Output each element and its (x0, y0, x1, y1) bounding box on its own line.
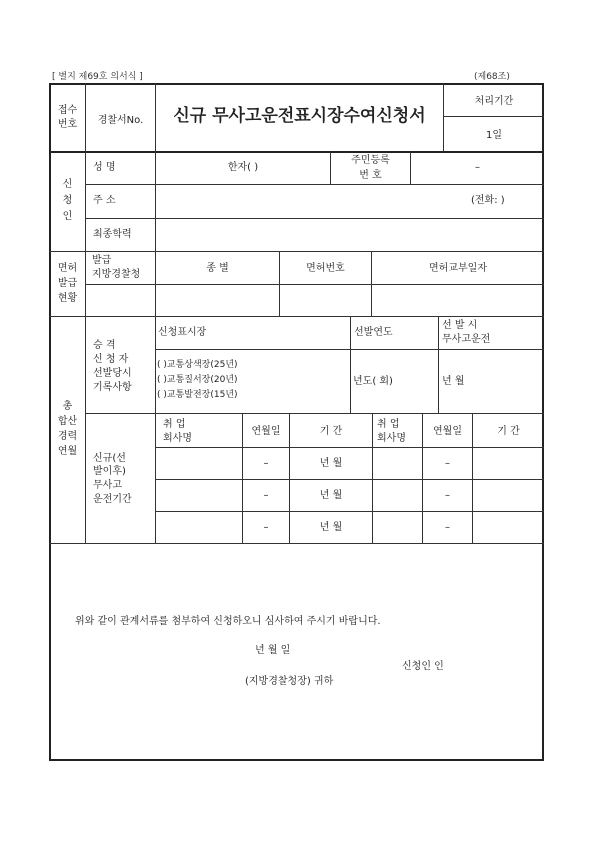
yearmonth-column-header: 연월일 (251, 426, 281, 437)
education-label: 최종학력 (93, 229, 132, 240)
article-ref: (제68조) (474, 72, 510, 82)
rule (438, 316, 439, 413)
police-number-label: 경찰서No. (97, 115, 144, 126)
applicant-group-label: 인 (62, 211, 73, 222)
career-group-label: 연월 (57, 446, 78, 457)
license-group-label: 면허 (57, 263, 78, 274)
applicant-group-label: 청 (62, 195, 73, 206)
row-period: 년 월 (319, 458, 343, 469)
row-period: 년 월 (319, 522, 343, 533)
rule (350, 316, 351, 413)
career-group-label: 합산 (57, 416, 78, 427)
rule (155, 479, 544, 480)
processing-label: 처리기간 (474, 96, 514, 107)
row-dash: – (263, 458, 269, 469)
row-dash: – (263, 522, 269, 533)
rrn-label: 주민등록 (351, 155, 390, 166)
receipt-label: 번호 (57, 119, 78, 130)
hanja-label: 한자( ) (227, 162, 259, 173)
new-period-label: 운전기간 (93, 494, 132, 505)
statement-text: 위와 같이 관계서류를 첨부하여 신청하오니 심사하여 주시기 바랍니다. (75, 616, 381, 627)
badge-option: ( )교통상색장(25년) (157, 360, 238, 370)
rule (85, 83, 86, 543)
rrn-label: 번 호 (359, 170, 382, 181)
row-dash: – (445, 458, 450, 469)
issuer-label: 발급 (92, 255, 112, 266)
badge-label: 신청표시장 (158, 327, 207, 338)
selection-year-label: 선발연도 (354, 327, 393, 338)
license-number-label: 면허번호 (306, 263, 345, 274)
row-dash: – (445, 490, 450, 501)
rule (85, 413, 544, 414)
badge-option: ( )교통질서장(20년) (157, 375, 238, 385)
form-number: [ 별지 제69호 의서식 ] (52, 72, 143, 82)
career-group-label: 총 (62, 401, 73, 412)
company-column-header: 회사명 (377, 433, 406, 444)
company-column-header: 회사명 (163, 433, 192, 444)
rule (49, 316, 544, 317)
rule (85, 184, 544, 185)
rule (155, 447, 544, 448)
rule (279, 251, 280, 316)
row-dash: – (263, 490, 269, 501)
recipient-line: (지방경찰청장) 귀하 (245, 676, 334, 687)
name-label: 성 명 (93, 162, 116, 173)
promo-label: 선발당시 (93, 368, 132, 379)
license-date-label: 면허교부일자 (429, 263, 487, 274)
address-label: 주 소 (93, 195, 116, 206)
rule (155, 83, 156, 543)
rule (85, 284, 544, 285)
phone-label: (전화: ) (471, 195, 505, 206)
promo-label: 승 격 (93, 340, 116, 351)
accident-free-label: 무사고운전 (442, 334, 491, 345)
title-divider (49, 151, 544, 153)
rule (372, 413, 373, 543)
rule (155, 511, 544, 512)
license-group-label: 발급 (57, 278, 78, 289)
applicant-group-label: 신 (62, 179, 73, 190)
license-kind-label: 종 별 (206, 263, 229, 274)
yearmonth-column-header: 연월일 (433, 426, 462, 437)
promo-label: 기록사항 (93, 382, 132, 393)
company-column-header: 취 업 (163, 419, 186, 430)
rrn-dash: – (475, 162, 480, 173)
date-line: 년 월 일 (255, 645, 291, 656)
rule (49, 543, 544, 544)
company-column-header: 취 업 (377, 419, 400, 430)
selection-year-value: 년도( 회) (353, 376, 393, 387)
period-column-header: 기 간 (497, 426, 520, 437)
year-month-value: 년 월 (442, 376, 465, 387)
issuer-label: 지방경찰청 (92, 269, 141, 280)
rule (443, 116, 544, 117)
promo-label: 신 청 자 (93, 354, 129, 365)
license-group-label: 현황 (57, 293, 78, 304)
accident-free-label: 선 발 시 (442, 320, 478, 331)
receipt-label: 접수 (57, 105, 78, 116)
row-period: 년 월 (319, 490, 343, 501)
row-dash: – (445, 522, 450, 533)
period-column-header: 기 간 (319, 426, 343, 437)
rule (371, 251, 372, 316)
page-title: 신규 무사고운전표시장수여신청서 (173, 106, 426, 126)
signer-line: 신청인 인 (402, 661, 444, 672)
new-period-label: 신규(선 (93, 453, 126, 464)
new-period-label: 무사고 (93, 480, 122, 491)
badge-option: ( )교통발전장(15년) (157, 390, 238, 400)
rule (49, 251, 544, 252)
rule (85, 218, 544, 219)
new-period-label: 발이후) (93, 466, 126, 477)
processing-value: 1일 (485, 130, 503, 141)
career-group-label: 경력 (57, 431, 78, 442)
